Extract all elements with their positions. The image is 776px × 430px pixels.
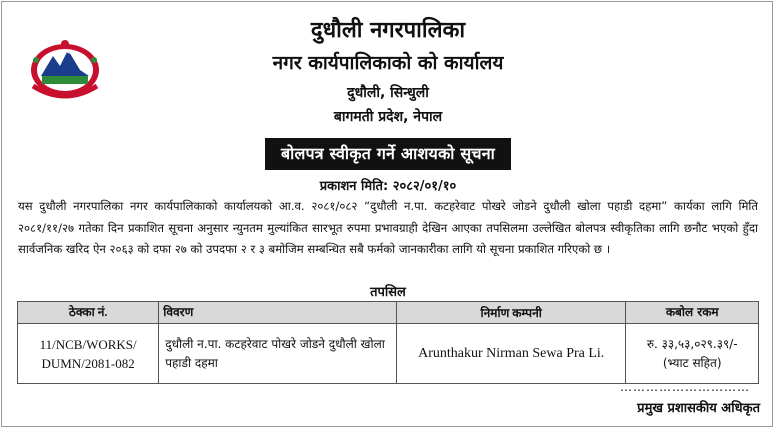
cell-description: दुधौली न.पा. कटहरेवाट पोखरे जोडने दुधौली खोला पहाडी दहमा (159, 324, 397, 384)
header-description: विवरण (159, 302, 397, 324)
tapsil-heading: तपसिल (370, 285, 406, 300)
contract-table (17, 301, 759, 384)
municipality-name: दुधौली नगरपालिका (310, 18, 466, 43)
header-company: निर्माण कम्पनी (396, 302, 625, 324)
cell-company: Arunthakur Nirman Sewa Pra Li. (396, 324, 625, 384)
contract-no-line2: DUMN/2081-082 (41, 355, 135, 371)
office-address: दुधौली, सिन्धुली (347, 85, 429, 101)
notice-title: बोलपत्र स्वीकृत गर्ने आशयको सूचना (265, 138, 511, 170)
table-header-row (18, 302, 759, 324)
notice-body: यस दुधौली नगरपालिका नगर कार्यपालिकाको कार्यालयको आ.व. २०८१/०८२ “दुधौली न.पा. कटहरेवाट पोखरे जोडने दुधौली खोला पहाडी दहमा” कार्यका लागि मिति २०८१/११/२७ गतेका दिन प्रकाशित सूचना अनुसार न्युनतम मुल्यांकित सारभूत रुपमा प्रभावग्राही देखिन आएका तपसिलमा उल्लेखित बोलपत्र स्वीकृतिका लागि छनौट भएको हुँदा सार्वजनिक खरिद ऐन २०६३ को दफा २७ को उपदफा २ र ३ बमोजिम सम्बन्धित सबै फर्मको जानकारीका लागि यो सूचना प्रकाशित गरिएको छ । (18, 199, 758, 257)
cell-contract-no (18, 324, 159, 384)
header-contract-no: ठेक्का नं. (18, 302, 159, 324)
table-row (18, 324, 759, 384)
signature-dots: ………………………… (620, 380, 750, 394)
notice-title-wrap (0, 138, 776, 170)
contract-no-line1: 11/NCB/WORKS/ (39, 336, 137, 352)
signatory-title: प्रमुख प्रशासकीय अधिकृत (637, 401, 760, 416)
published-date: प्रकाशन मिति: २०८२/०१/१० (319, 179, 457, 194)
office-name: नगर कार्यपालिकाको को कार्यालय (272, 52, 504, 74)
province-name: बागमती प्रदेश, नेपाल (333, 109, 443, 125)
cell-amount (626, 324, 759, 384)
header-amount: कबोल रकम (626, 302, 759, 324)
amount-vat-note: (भ्याट सहित) (662, 355, 722, 370)
amount-value: रु. ३३,५३,०२९.३९/- (646, 336, 738, 351)
